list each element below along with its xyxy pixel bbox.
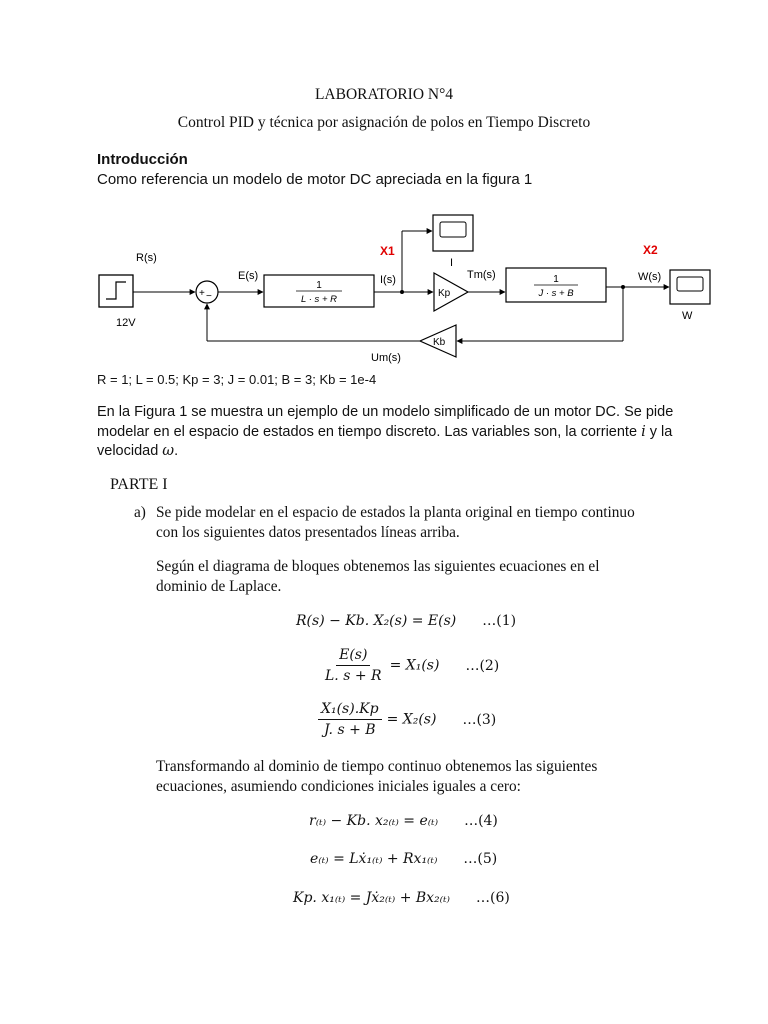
paragraph-1: Se pide modelar en el espacio de estados la planta original en tiempo continuo con los siguientes datos presentados líneas arriba. bbox=[156, 504, 635, 541]
sum-minus: − bbox=[206, 291, 212, 302]
document-subtitle: Control PID y técnica por asignación de polos en Tiempo Discreto bbox=[177, 114, 591, 131]
label-tm: Tm(s) bbox=[467, 269, 496, 281]
label-ws: W(s) bbox=[638, 271, 662, 283]
block-diagram bbox=[0, 195, 768, 375]
paragraph-3: Transformando al dominio de tiempo continuo obtenemos las siguientes ecuaciones, asumiendo condiciones iniciales iguales a cero: bbox=[156, 758, 598, 795]
variable-omega: ω bbox=[162, 443, 175, 459]
description-line-3: velocidad ω. bbox=[97, 443, 179, 459]
label-x2: X2 bbox=[643, 243, 658, 257]
equation-5: e₍ₜ₎ = Lẋ₁₍ₜ₎ + Rx₁₍ₜ₎ …(5) bbox=[310, 851, 498, 867]
document-title: LABORATORIO N°4 bbox=[314, 86, 454, 103]
paragraph-2: Según el diagrama de bloques obtenemos las siguientes ecuaciones en el dominio de Laplace. bbox=[156, 558, 600, 595]
label-w: W bbox=[682, 310, 693, 322]
label-es: E(s) bbox=[238, 270, 259, 282]
tf1-numerator: 1 bbox=[316, 280, 322, 291]
sum-plus: + bbox=[199, 288, 205, 299]
intro-text: Como referencia un modelo de motor DC apreciada en la figura 1 bbox=[97, 171, 533, 188]
description-line-1: En la Figura 1 se muestra un ejemplo de un modelo simplificado de un motor DC. Se pide bbox=[97, 404, 674, 420]
variable-i: i bbox=[641, 423, 646, 440]
label-rs: R(s) bbox=[136, 252, 157, 264]
item-marker: a) bbox=[134, 504, 146, 521]
label-is: I(s) bbox=[380, 274, 396, 286]
equation-3: $\frac{\text{X₁(s).Kp}}{J. s + B}$ = X₂(s) …(3) bbox=[318, 701, 496, 738]
description-paragraph bbox=[97, 403, 697, 462]
equation-4: r₍ₜ₎ − Kb. x₂₍ₜ₎ = e₍ₜ₎ …(4) bbox=[309, 813, 498, 829]
label-kp: Kp bbox=[438, 288, 451, 299]
equation-6: Kp. x₁₍ₜ₎ = Jẋ₂₍ₜ₎ + Bx₂₍ₜ₎ …(6) bbox=[293, 890, 510, 906]
intro-heading: Introducción bbox=[97, 151, 188, 168]
equation-2: $\frac{E(s)}{L. s + R}$ = X₁(s) …(2) bbox=[325, 647, 500, 684]
label-kb: Kb bbox=[433, 337, 446, 348]
label-x1: X1 bbox=[380, 244, 395, 258]
label-12v: 12V bbox=[116, 317, 136, 329]
description-line-2: modelar en el espacio de estados en tiempo discreto. Las variables son, la corriente i y la bbox=[97, 423, 673, 440]
tf2-denominator: J · s + B bbox=[538, 288, 574, 299]
tf1-denominator: L · s + R bbox=[301, 294, 337, 305]
part-title: PARTE I bbox=[110, 476, 168, 493]
equation-1: R(s) − Kb. X₂(s) = E(s) …(1) bbox=[296, 613, 517, 629]
parameter-list: R = 1; L = 0.5; Kp = 3; J = 0.01; B = 3; Kb = 1e-4 bbox=[97, 372, 377, 387]
label-um: Um(s) bbox=[371, 352, 401, 364]
label-i: I bbox=[450, 257, 454, 269]
tf2-numerator: 1 bbox=[553, 274, 559, 285]
